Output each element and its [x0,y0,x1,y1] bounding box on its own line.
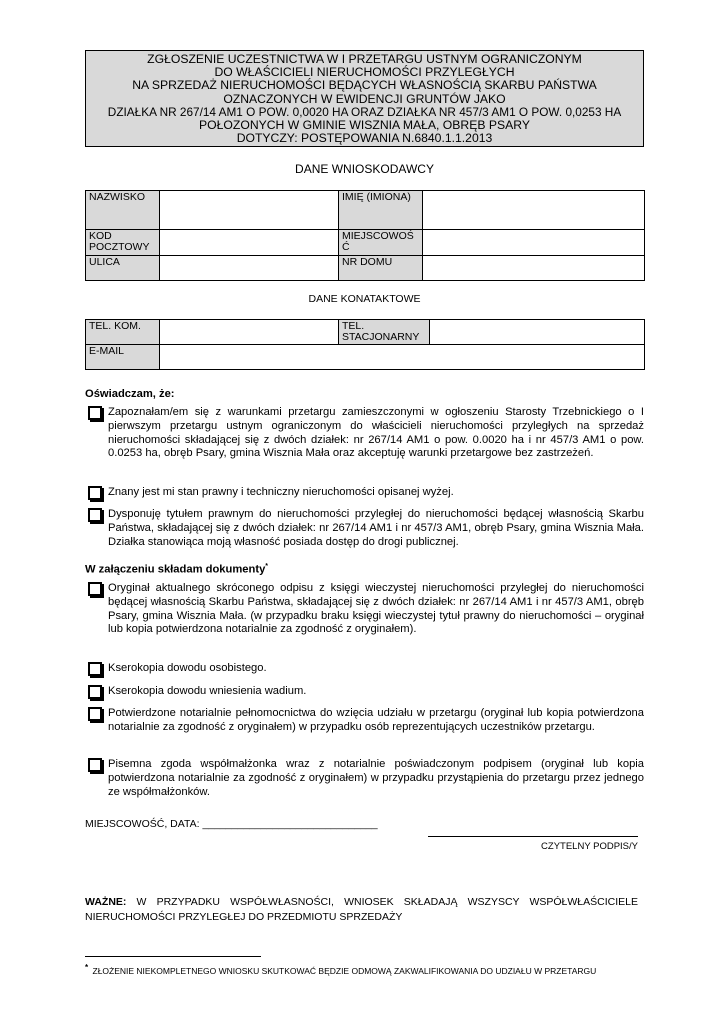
signature-line[interactable] [428,836,638,837]
landline-field[interactable] [430,320,645,345]
surname-label: NAZWISKO [86,191,160,230]
attachment-item [88,662,644,676]
form-header [85,50,644,147]
email-field[interactable] [160,345,645,370]
declaration-item [88,508,644,549]
place-date-row [85,818,378,830]
applicant-section-title: DANE WNIOSKODAWCY [295,162,434,176]
footnote-separator [85,956,261,957]
checkbox-icon[interactable] [88,662,102,676]
email-label: E-MAIL [86,345,160,370]
declaration-item-text: Zapoznałam/em się z warunkami przetargu zamieszczonymi w ogłoszeniu Starosty Trzebnickiego o I pierwszym przetargu ustnym ograniczonym do właścicieli nieruchomości przyległych na sprzedaż nieruchomości składającej się z dwóch działek: nr 267/14 AM1 o pow. 0.0020 ha i nr 457/3 AM1 o pow. 0.0253 ha, obręb Psary, gmina Wisznia Mała oraz akceptuję warunki przetargowe bez zastrzeżeń. [108,406,644,460]
place-date-label: MIEJSCOWOŚĆ, DATA: [85,818,200,830]
checkbox-icon[interactable] [88,486,102,500]
contact-section-title: DANE KONATAKTOWE [308,293,421,305]
attachment-item [88,582,644,637]
street-field[interactable] [160,256,339,281]
house-no-field[interactable] [423,256,645,281]
declaration-item [88,406,644,461]
postal-code-label: KOD POCZTOWY [86,230,160,256]
header-line-3: NA SPRZEDAŻ NIERUCHOMOŚCI BĘDĄCYCH WŁASNOŚCIĄ SKARBU PAŃSTWA [132,78,597,93]
attachment-item [88,685,644,699]
checkbox-icon[interactable] [88,758,102,772]
attachment-item [88,758,644,799]
header-line-6: POŁOZONYCH W GMINIE WISZNIA MAŁA, OBRĘB PSARY [199,118,530,133]
mobile-field[interactable] [160,320,339,345]
attachment-item-text: Kserokopia dowodu wniesienia wadium. [108,685,307,697]
attachment-item-text: Kserokopia dowodu osobistego. [108,662,267,674]
checkbox-icon[interactable] [88,406,102,420]
contact-table [85,319,645,370]
attachment-item [88,707,644,735]
postal-code-field[interactable] [160,230,339,256]
checkbox-icon[interactable] [88,508,102,522]
attachments-heading [85,563,268,576]
attachments-footnote-mark: * [265,563,269,570]
checkbox-icon[interactable] [88,707,102,721]
city-field[interactable] [423,230,645,256]
landline-label: TEL. STACJONARNY [339,320,430,345]
footnote [85,963,596,976]
header-line-4: OZNACZONYCH W EWIDENCJI GRUNTÓW JAKO [223,91,506,106]
important-note [85,895,638,925]
first-name-field[interactable] [423,191,645,230]
city-label: MIEJSCOWOŚĆ [339,230,423,256]
declaration-item-text: Dysponuję tytułem prawnym do nieruchomości przyległej do nieruchomości będącej własnością Skarbu Państwa, składającej się z dwóch działek: nr 267/14 AM1 i nr 457/3 AM1, obręb Psary, gmina Wisznia Mała. Działka stanowiąca moją własność posiada dostęp do drogi publicznej. [108,508,644,548]
attachment-item-text: Pisemna zgoda współmałżonka wraz z notarialnie poświadczonym podpisem (oryginał lub kopia potwierdzona notarialnie za zgodność z oryginałem) w przypadku przystąpienia do przetargu przez jednego ze współmałżonków. [108,758,644,798]
header-line-2: DO WŁAŚCICIELI NIERUCHOMOŚCI PRZYLEGŁYCH [214,65,515,80]
declaration-heading: Oświadczam, że: [85,388,175,400]
checkbox-icon[interactable] [88,582,102,596]
street-label: ULICA [86,256,160,281]
attachment-item-text: Potwierdzone notarialnie pełnomocnictwa do wzięcia udziału w przetargu (oryginał lub kopia potwierdzona notarialnie za zgodność z oryginałem) w przypadku osób reprezentujących uczestników przetargu. [108,707,644,733]
attachments-heading-text: W załączeniu składam dokumenty [85,563,266,576]
important-label: WAŻNE: [85,896,127,908]
place-date-field[interactable]: ______________________________ [202,818,378,830]
checkbox-icon[interactable] [88,685,102,699]
signature-label: CZYTELNY PODPIS/Y [541,841,638,852]
footnote-text: ZŁOŻENIE NIEKOMPLETNEGO WNIOSKU SKUTKOWAĆ BĘDZIE ODMOWĄ ZAKWALIFIKOWANIA DO UDZIAŁU W PRZETARGU [92,965,597,976]
house-no-label: NR DOMU [339,256,423,281]
first-name-label: IMIĘ (IMIONA) [339,191,423,230]
header-line-5: DZIAŁKA NR 267/14 AM1 O POW. 0,0020 HA ORAZ DZIAŁKA NR 457/3 AM1 O POW. 0,0253 HA [107,104,622,119]
footnote-mark: * [85,963,89,972]
applicant-table [85,190,645,281]
declaration-item [88,486,644,500]
declaration-item-text: Znany jest mi stan prawny i techniczny nieruchomości opisanej wyżej. [108,486,454,498]
header-line-1: ZGŁOSZENIE UCZESTNICTWA W I PRZETARGU USTNYM OGRANICZONYM [147,52,582,66]
header-line-7: DOTYCZY: POSTĘPOWANIA N.6840.1.1.2013 [236,131,493,146]
important-text: W PRZYPADKU WSPÓŁWŁASNOŚCI, WNIOSEK SKŁADAJĄ WSZYSCY WSPÓŁWŁAŚCICIELE NIERUCHOMOŚCI PRZYLEGŁEJ DO PRZEDMIOTU SPRZEDAŻY [85,896,638,923]
mobile-label: TEL. KOM. [86,320,160,345]
surname-field[interactable] [160,191,339,230]
attachment-item-text: Oryginał aktualnego skróconego odpisu z księgi wieczystej nieruchomości przyległej do nieruchomości będącej własnością Skarbu Państwa, składającej się z dwóch działek: nr 267/14 AM1 i nr 457/3 AM1, obręb Psary, gmina Wisznia Mała. (w przypadku braku księgi wieczystej tytuł prawny do nieruchomości – oryginał lub kopia potwierdzona notarialnie za zgodność z oryginałem). [108,582,644,636]
